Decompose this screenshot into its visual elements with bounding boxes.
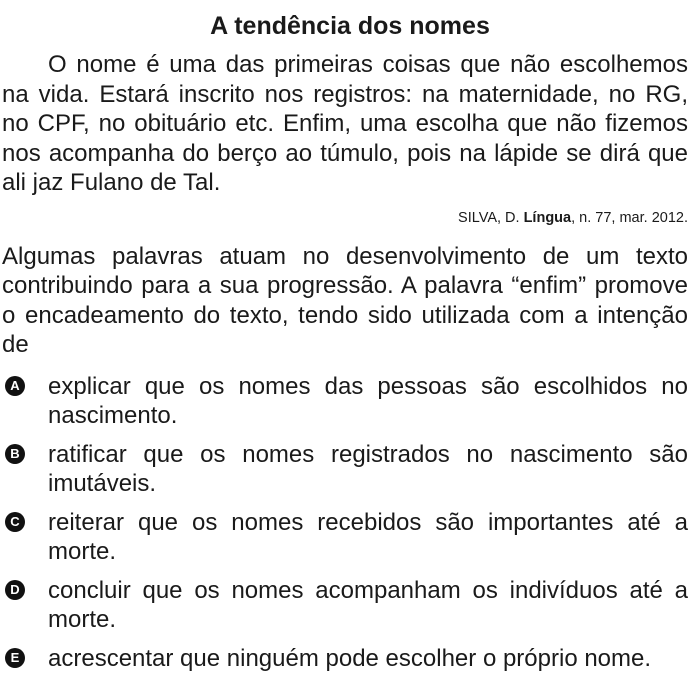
source-details: , n. 77, mar. 2012. bbox=[571, 209, 688, 226]
option-b-letter-badge: B bbox=[5, 444, 25, 464]
option-a[interactable] bbox=[2, 372, 688, 431]
passage-title: A tendência dos nomes bbox=[210, 12, 490, 40]
option-a-letter-badge: A bbox=[5, 376, 25, 396]
question-prompt: Algumas palavras atuam no desenvolvimento de um texto contribuindo para a sua progressão. A palavra “enfim” promove o encadeamento do texto, tendo sido utilizada com a intenção de bbox=[2, 242, 688, 358]
option-d-letter-badge: D bbox=[5, 580, 25, 600]
option-c-text: reiterar que os nomes recebidos são importantes até a morte. bbox=[48, 508, 688, 565]
option-b-text: ratificar que os nomes registrados no nascimento são imutáveis. bbox=[48, 440, 688, 497]
option-a-text: explicar que os nomes das pessoas são escolhidos no nascimento. bbox=[48, 372, 688, 429]
passage-source bbox=[2, 208, 688, 228]
source-work: Língua bbox=[523, 209, 572, 226]
option-c-letter-badge: C bbox=[5, 512, 25, 532]
option-e[interactable] bbox=[2, 644, 688, 674]
passage-body: O nome é uma das primeiras coisas que não escolhemos na vida. Estará inscrito nos registros: na maternidade, no RG, no CPF, no obituário etc. Enfim, uma escolha que não fizemos nos acompanha do berço ao túmulo, pois na lápide se dirá que ali jaz Fulano de Tal. bbox=[2, 51, 688, 196]
answer-options bbox=[2, 372, 688, 674]
source-author: SILVA, D. bbox=[458, 209, 524, 226]
option-d[interactable] bbox=[2, 576, 688, 635]
option-d-text: concluir que os nomes acompanham os indivíduos até a morte. bbox=[48, 576, 688, 633]
option-c[interactable] bbox=[2, 508, 688, 567]
option-b[interactable] bbox=[2, 440, 688, 499]
option-e-letter-badge: E bbox=[5, 648, 25, 668]
option-e-text: acrescentar que ninguém pode escolher o próprio nome. bbox=[48, 644, 652, 672]
